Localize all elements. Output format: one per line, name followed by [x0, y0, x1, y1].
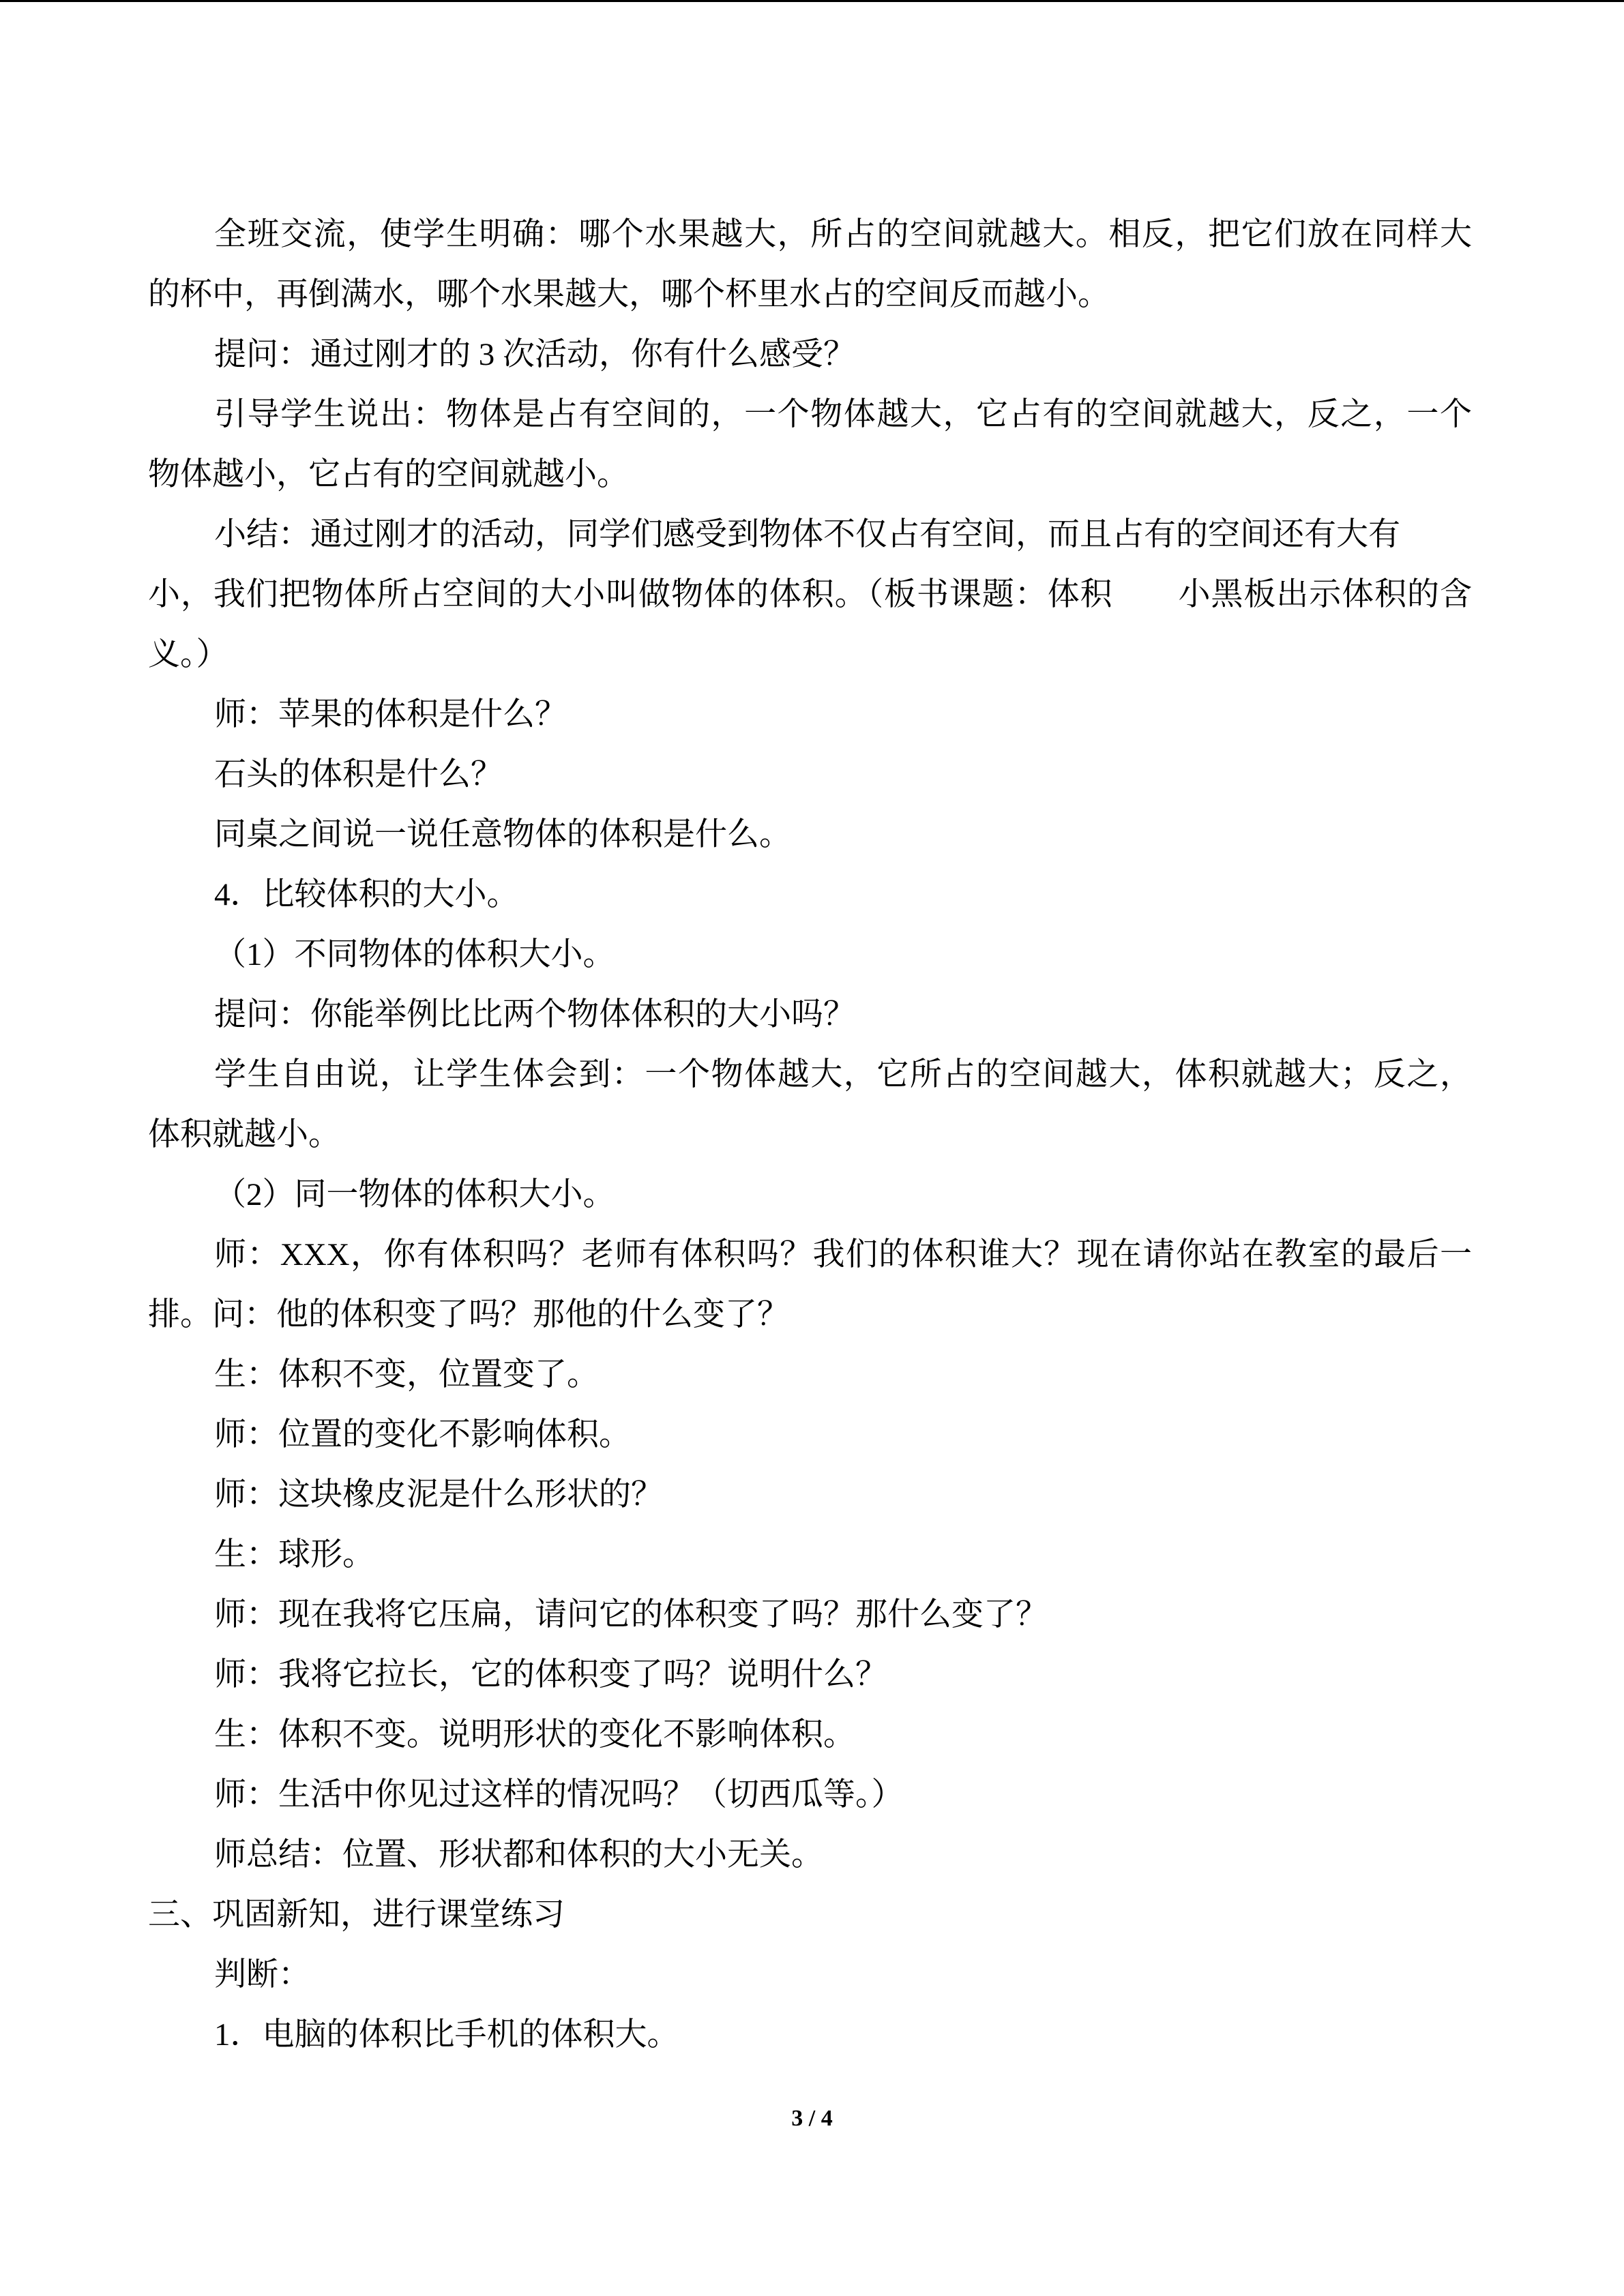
text-line: 引导学生说出：物体是占有空间的，一个物体越大，它占有的空间就越大，反之，一个: [214, 397, 1472, 432]
text-line: 小，我们把物体所占空间的大小叫做物体的体积。（板书课题：体积 小黑板出示体积的含: [148, 577, 1472, 612]
paragraph: [148, 1765, 1472, 1825]
text-line: 生：体积不变，位置变了。: [214, 1357, 599, 1392]
paragraph: [148, 1585, 1472, 1645]
paragraph: [148, 1825, 1472, 1885]
paragraph: [148, 1885, 1472, 1945]
text-line: 师：苹果的体积是什么？: [214, 697, 567, 732]
text-line: 师：我将它拉长，它的体积变了吗？说明什么？: [214, 1657, 887, 1693]
text-line: 的杯中，再倒满水，哪个水果越大，哪个杯里水占的空间反而越小。: [148, 277, 1110, 312]
text-line: 师：生活中你见过这样的情况吗？（切西瓜等。）: [214, 1777, 904, 1813]
subsection-heading: （1）不同物体的体积大小。: [214, 937, 615, 972]
paragraph: [148, 2005, 1472, 2065]
exercise-item: 1．电脑的体积比手机的体积大。: [214, 2017, 679, 2053]
text-line: 生：球形。: [214, 1537, 374, 1572]
paragraph: [148, 1705, 1472, 1765]
text-line: 物体越小，它占有的空间就越小。: [148, 457, 629, 492]
page-top-edge: [0, 0, 1624, 2]
text-line: 排。问：他的体积变了吗？那他的什么变了？: [148, 1297, 789, 1332]
paragraph: [148, 1525, 1472, 1585]
text-line: 师：XXX，你有体积吗？老师有体积吗？我们的体积谁大？现在请你站在教室的最后一: [214, 1237, 1472, 1272]
section-heading: 三、巩固新知，进行课堂练习: [148, 1897, 565, 1933]
paragraph: [148, 985, 1472, 1045]
text-line: 小结：通过刚才的活动，同学们感受到物体不仅占有空间，而且占有的空间还有大有: [214, 517, 1400, 552]
text-line: 义。）: [148, 637, 228, 672]
paragraph: [148, 1225, 1472, 1345]
text-line: 提问：通过刚才的 3 次活动，你有什么感受？: [214, 337, 855, 372]
paragraph: [148, 205, 1472, 325]
text-line: 学生自由说，让学生体会到：一个物体越大，它所占的空间越大，体积就越大；反之，: [214, 1057, 1472, 1092]
text-line: 石头的体积是什么？: [214, 757, 503, 792]
text-line: 同桌之间说一说任意物体的体积是什么。: [214, 817, 791, 852]
page-number: 3 / 4: [791, 2106, 833, 2131]
paragraph: [148, 1465, 1472, 1525]
paragraph: [148, 1165, 1472, 1225]
paragraph: [148, 1345, 1472, 1405]
paragraph: [148, 1945, 1472, 2005]
paragraph: [148, 865, 1472, 925]
paragraph: [148, 745, 1472, 805]
text-line: 生：体积不变。说明形状的变化不影响体积。: [214, 1717, 855, 1753]
paragraph: [148, 385, 1472, 505]
text-line: 师：这块橡皮泥是什么形状的？: [214, 1477, 663, 1512]
paragraph: [148, 685, 1472, 745]
text-line: 师总结：位置、形状都和体积的大小无关。: [214, 1837, 823, 1873]
paragraph: [148, 505, 1472, 685]
text-line: 判断：: [214, 1957, 310, 1993]
paragraph: [148, 325, 1472, 385]
subsection-heading: （2）同一物体的体积大小。: [214, 1177, 615, 1212]
text-line: 体积就越小。: [148, 1117, 340, 1152]
subsection-heading: 4．比较体积的大小。: [214, 877, 519, 912]
text-line: 提问：你能举例比比两个物体体积的大小吗？: [214, 997, 855, 1032]
paragraph: [148, 805, 1472, 865]
text-line: 师：现在我将它压扁，请问它的体积变了吗？那什么变了？: [214, 1597, 1048, 1632]
document-body: [148, 205, 1472, 2065]
text-line: 全班交流，使学生明确：哪个水果越大，所占的空间就越大。相反，把它们放在同样大: [214, 217, 1472, 252]
paragraph: [148, 1645, 1472, 1705]
text-line: 师：位置的变化不影响体积。: [214, 1417, 631, 1452]
paragraph: [148, 1405, 1472, 1465]
paragraph: [148, 925, 1472, 985]
paragraph: [148, 1045, 1472, 1165]
